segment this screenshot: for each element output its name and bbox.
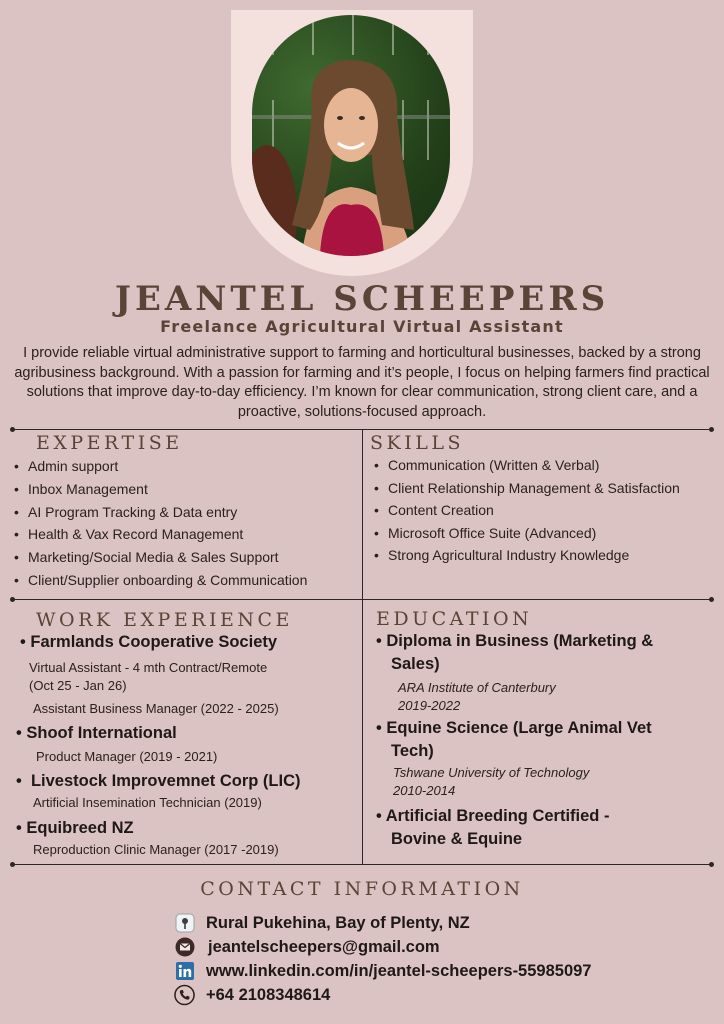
- linkedin-icon: [174, 961, 195, 982]
- divider-dot: [10, 597, 15, 602]
- contact-email[interactable]: [174, 935, 440, 959]
- degree-name: Diploma in Business (Marketing &: [386, 632, 654, 650]
- school-name: ARA Institute of Canterbury: [398, 680, 556, 695]
- job-entry: • Shoof International Product Manager (2019 - 2021): [16, 724, 218, 764]
- phone-number[interactable]: +64 2108348614: [206, 985, 331, 1004]
- job-entry: • Farmlands Cooperative Society Virtual Assistant - 4 mth Contract/Remote (Oct 25 - Jan 26) Assistant Business Manager (2022 - 2025): [20, 633, 279, 716]
- degree-name-cont: Tech): [391, 742, 434, 760]
- degree-name: Artificial Breeding Certified -: [385, 807, 610, 825]
- divider-line: [12, 864, 712, 865]
- degree-name-cont: Bovine & Equine: [391, 830, 523, 848]
- expertise-list: [12, 455, 360, 592]
- job-dates: (Oct 25 - Jan 26): [29, 678, 127, 693]
- education-heading: EDUCATION: [376, 608, 533, 630]
- list-item: • Marketing/Social Media & Sales Support: [12, 546, 360, 569]
- list-item: • Inbox Management: [12, 478, 360, 501]
- job-role: Reproduction Clinic Manager (2017 -2019): [33, 842, 279, 857]
- full-name: JEANTEL SCHEEPERS: [114, 279, 610, 319]
- company-name: Shoof International: [26, 724, 177, 742]
- contact-linkedin[interactable]: [174, 959, 591, 983]
- company-name: Livestock Improvemnet Corp (LIC): [30, 772, 301, 790]
- school-name: Tshwane University of Technology: [393, 765, 590, 780]
- profile-photo: [252, 15, 450, 256]
- list-item: • Content Creation: [372, 499, 692, 522]
- degree-name: Equine Science (Large Animal Vet: [386, 719, 652, 737]
- job-title: Freelance Agricultural Virtual Assistant: [160, 317, 564, 336]
- skills-list: [372, 454, 692, 567]
- education-entry: • Artificial Breeding Certified - Bovine & Equine: [376, 805, 609, 851]
- list-item: • Client/Supplier onboarding & Communication: [12, 569, 360, 592]
- email-link[interactable]: jeantelscheepers@gmail.com: [208, 937, 440, 956]
- job-entry: • Livestock Improvemnet Corp (LIC) Artificial Insemination Technician (2019): [16, 772, 301, 810]
- profile-photo-illustration: [252, 15, 450, 256]
- divider-dot: [10, 862, 15, 867]
- mail-icon: [174, 937, 195, 958]
- job-role: Artificial Insemination Technician (2019): [33, 795, 262, 810]
- divider-dot: [709, 597, 714, 602]
- education-entry: • Diploma in Business (Marketing & Sales) ARA Institute of Canterbury 2019-2022: [376, 632, 654, 713]
- company-name: Farmlands Cooperative Society: [30, 633, 278, 651]
- column-divider: [362, 599, 363, 864]
- list-item: • Health & Vax Record Management: [12, 523, 360, 546]
- education-section: [376, 630, 706, 860]
- list-item: • Admin support: [12, 455, 360, 478]
- job-entry: • Equibreed NZ Reproduction Clinic Manager (2017 -2019): [16, 819, 279, 857]
- linkedin-link[interactable]: www.linkedin.com/in/jeantel-scheepers-55985097: [206, 961, 592, 980]
- location-pin-icon: [174, 913, 195, 934]
- column-divider: [362, 429, 363, 599]
- profile-summary: I provide reliable virtual administrative support to farming and horticultural businesses, backed by a strong agribusiness background. With a passion for farming and it’s people, I focus on helping farmers find practical solutions that improve day-to-day efficiency. I’m known for clear communication, strong client care, and a proactive, solutions-focused approach.: [14, 345, 710, 420]
- degree-name-cont: Sales): [391, 655, 440, 673]
- job-role: Product Manager (2019 - 2021): [36, 749, 218, 764]
- skills-heading: SKILLS: [370, 432, 464, 454]
- company-name: Equibreed NZ: [26, 819, 134, 837]
- job-role: Virtual Assistant - 4 mth Contract/Remote: [29, 660, 268, 675]
- work-experience-section: [12, 633, 357, 863]
- expertise-heading: EXPERTISE: [36, 432, 183, 454]
- education-entry: • Equine Science (Large Animal Vet Tech) Tshwane University of Technology 2010-2014: [376, 719, 652, 798]
- study-years: 2010-2014: [393, 783, 456, 798]
- divider-dot: [709, 427, 714, 432]
- list-item: • AI Program Tracking & Data entry: [12, 501, 360, 524]
- work-experience-heading: WORK EXPERIENCE: [36, 609, 293, 631]
- location-text: Rural Pukehina, Bay of Plenty, NZ: [206, 913, 470, 932]
- divider-dot: [10, 427, 15, 432]
- list-item: • Microsoft Office Suite (Advanced): [372, 522, 692, 545]
- contact-location: [174, 911, 470, 935]
- contact-heading: CONTACT INFORMATION: [200, 878, 524, 900]
- job-role: Assistant Business Manager (2022 - 2025): [33, 701, 279, 716]
- list-item: • Strong Agricultural Industry Knowledge: [372, 544, 692, 567]
- list-item: • Communication (Written & Verbal): [372, 454, 692, 477]
- divider-dot: [709, 862, 714, 867]
- contact-phone[interactable]: [174, 983, 330, 1007]
- study-years: 2019-2022: [398, 698, 461, 713]
- phone-icon: [174, 985, 195, 1006]
- list-item: • Client Relationship Management & Satisfaction: [372, 477, 692, 500]
